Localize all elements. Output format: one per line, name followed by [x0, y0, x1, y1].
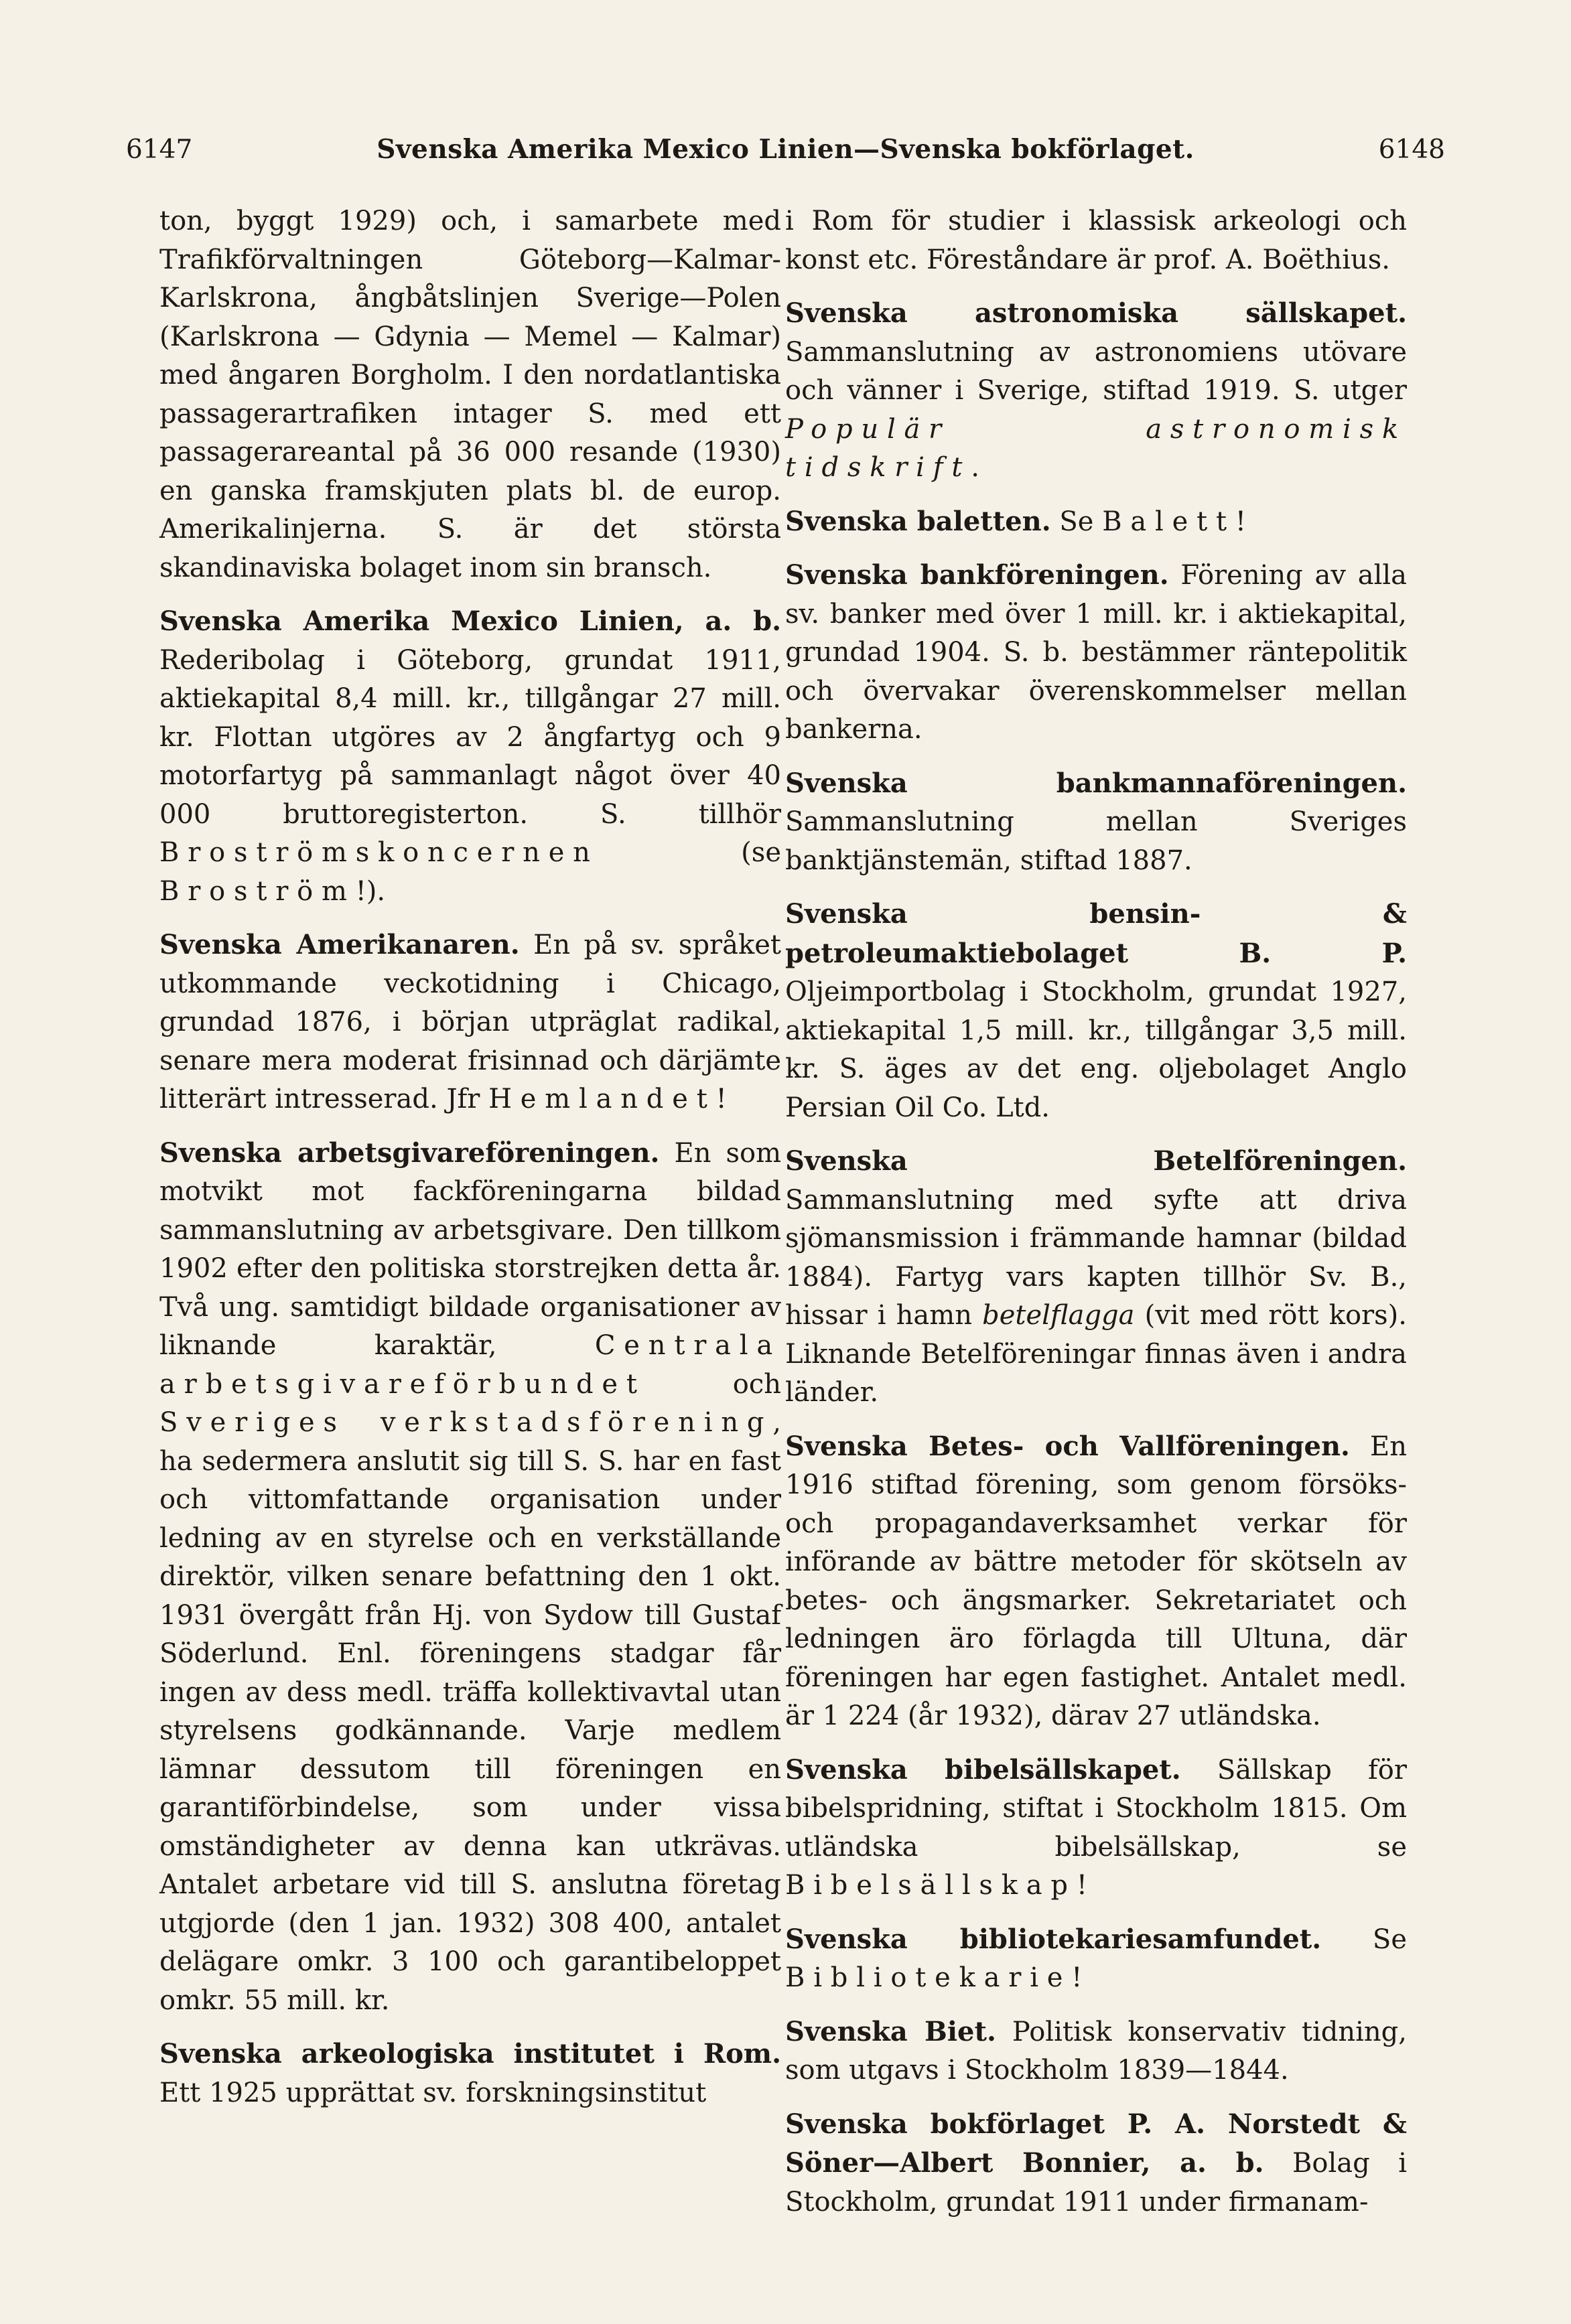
entry-astronomiska-sallskapet	[785, 294, 1407, 488]
entry-text: En 1916 stiftad förening, som genom försöks- och propagandaverksamhet verkar för införande av bättre metoder för skötseln av betes- och ängsmarker. Sekretariatet och ledningen äro förlagda till Ultuna, där föreningen har egen fastighet. Antalet medl. är 1 224 (år 1932), därav 27 utländska.	[785, 1431, 1407, 1731]
entry-headword: Svenska Amerikanaren.	[159, 929, 520, 960]
entry-bankmannaforeningen	[785, 764, 1407, 881]
entry-betelforeningen	[785, 1142, 1407, 1412]
emphasized-term: Sveriges verkstadsförening	[159, 1407, 773, 1438]
entry-text: Sammanslutning mellan Sveriges banktjänstemän, stiftad 1887.	[785, 806, 1407, 876]
entry-headword: Svenska arbetsgivareföreningen.	[159, 1137, 660, 1169]
right-page-number: 6148	[1378, 135, 1445, 165]
entry-headword: Svenska bokförlaget P. A. Norstedt & Söner—Albert Bonnier, a. b.	[785, 2108, 1407, 2179]
entry-text: Se	[1050, 506, 1103, 537]
entry-headword: Svenska bibelsällskapet.	[785, 1753, 1181, 1786]
entry-headword: Svenska Biet.	[785, 2015, 996, 2047]
entry-headword: Svenska bankmannaföreningen.	[785, 767, 1407, 799]
entry-headword: Svenska arkeologiska institutet i Rom.	[159, 2038, 781, 2069]
entry-headword: Svenska Betes- och Vallföreningen.	[785, 1430, 1350, 1462]
entry-text: , ha sedermera anslutit sig till S. S. har en fast och vittomfattande organisation under ledning av en styrelse och en verkställande direktör, vilken senare befattning den 1 okt. 1931 övergått från Hj. von Sydow till Gustaf Söderlund. Enl. föreningens stadgar får ingen av dess medl. träffa kollektivavtal utan styrelsens godkännande. Varje medlem lämnar dessutom till föreningen en garantiförbindelse, som under vissa omständigheter av denna kan utkrävas. Antalet arbetare vid till S. anslutna företag utgjorde (den 1 jan. 1932) 308 400, antalet delägare omkr. 3 100 och garantibeloppet omkr. 55 mill. kr.	[159, 1407, 781, 2016]
cross-reference: Broströmskoncernen	[159, 837, 599, 868]
entry-text: !	[1235, 506, 1246, 537]
entry-text: Bolag i Stockholm, grundat 1911 under firmanam-	[785, 2148, 1407, 2218]
entry-betes-vallforeningen	[785, 1427, 1407, 1736]
entry-text: i Rom för studier i klassisk arkeologi och konst etc. Föreståndare är prof. A. Boëthius.	[785, 206, 1407, 275]
entry-headword: Svenska baletten.	[785, 505, 1051, 537]
entry-text: !	[1071, 1962, 1083, 1993]
entry-text: Sällskap för bibelspridning, stiftat i Stockholm 1815. Om utländska bibelsällskap, se	[785, 1754, 1407, 1863]
entry-headword: Svenska Amerika Mexico Linien, a. b.	[159, 605, 781, 637]
entry-text: Förening av alla sv. banker med över 1 mill. kr. i aktiekapital, grundad 1904. S. b. bestämmer räntepolitik och övervakar överenskommelser mellan bankerna.	[785, 560, 1407, 745]
entry-headword: Svenska astronomiska sällskapet.	[785, 297, 1407, 329]
entry-headword: Svenska bibliotekariesamfundet.	[785, 1923, 1322, 1955]
entry-amerika-mexico-linien	[159, 602, 781, 911]
right-column	[785, 202, 1407, 2236]
entry-bibelsallskapet	[785, 1751, 1407, 1905]
entry-arkeologiska-institutet	[159, 2035, 781, 2112]
cross-reference: Bibliotekarie	[785, 1962, 1072, 1993]
emphasized-term: Centrala arbetsgivareförbundet	[159, 1330, 781, 1400]
entry-bankforeningen	[785, 556, 1407, 749]
cross-reference: Bibelsällskap	[785, 1870, 1077, 1901]
entry-text: En som motvikt mot fackföreningarna bildad sammanslutning av arbetsgivare. Den tillkom 1902 efter den politiska storstrejken detta år. Två ung. samtidigt bildade organisationer av liknande karaktär,	[159, 1137, 781, 1361]
left-page-number: 6147	[126, 135, 193, 165]
entry-bibliotekariesamfundet	[785, 1920, 1407, 1998]
entry-text: En på sv. språket utkommande veckotidning i Chicago, grundad 1876, i början utpräglat radikal, senare mera moderat frisinnad och därjämte litterärt intresserad. Jfr	[159, 930, 782, 1114]
entry-bokforlaget	[785, 2105, 1407, 2222]
cross-reference: Broström	[159, 875, 356, 907]
entry-biet	[785, 2013, 1407, 2090]
publication-title: Populär astronomisk tidskrift	[785, 413, 1407, 483]
entry-text: Rederibolag i Göteborg, grundat 1911, aktiekapital 8,4 mill. kr., tillgångar 27 mill. kr. Flottan utgöres av 2 ångfartyg och 9 motorfartyg på sammanlagt något över 40 000 bruttoregisterton. S. tillhör	[159, 644, 781, 830]
entry-continuation	[159, 202, 781, 587]
entry-headword: Svenska Betelföreningen.	[785, 1145, 1407, 1177]
cross-reference: Hemlandet	[488, 1084, 716, 1114]
entry-text: Sammanslutning med syfte att driva sjömansmission i främmande hamnar (bildad 1884). Fartyg vars kapten tillhör Sv. B., hissar i hamn	[785, 1184, 1407, 1331]
cross-reference: Balett	[1102, 506, 1235, 537]
entry-bensin-petroleum	[785, 895, 1407, 1127]
italic-term: betelflagga	[982, 1300, 1135, 1331]
entry-text: Sammanslutning av astronomiens utövare och vänner i Sverige, stiftad 1919. S. utger	[785, 336, 1407, 406]
entry-headword: Svenska bankföreningen.	[785, 559, 1169, 591]
entry-text: .	[971, 452, 979, 483]
entry-continuation	[785, 202, 1407, 279]
entry-text: !	[715, 1084, 727, 1114]
entry-text: och	[645, 1368, 781, 1400]
entry-text: (vit med rött kors). Liknande Betelföreningar finnas även i andra länder.	[785, 1300, 1407, 1408]
entry-headword: Svenska bensin- & petroleumaktiebolaget B. P.	[785, 898, 1407, 969]
running-header	[126, 134, 1445, 174]
entry-text: !).	[355, 875, 386, 907]
running-title: Svenska Amerika Mexico Linien—Svenska bokförlaget.	[377, 134, 1194, 165]
entry-text: ton, byggt 1929) och, i samarbete med Trafikförvaltningen Göteborg—Kalmar-Karlskrona, ångbåtslinjen Sverige—Polen (Karlskrona — Gdynia — Memel — Kalmar) med ångaren Borgholm. I den nordatlantiska passagerartrafiken intager S. med ett passagerareantal på 36 000 resande (1930) en ganska framskjuten plats bl. de europ. Amerikalinjerna. S. är det största skandinaviska bolaget inom sin bransch.	[159, 206, 781, 583]
entry-text: Se	[1321, 1923, 1407, 1955]
entry-text: Oljeimportbolag i Stockholm, grundat 1927, aktiekapital 1,5 mill. kr., tillgångar 3,5 mill. kr. S. äges av det eng. oljebolaget Anglo Persian Oil Co. Ltd.	[785, 976, 1407, 1123]
entry-text: Ett 1925 upprättat sv. forskningsinstitut	[159, 2077, 707, 2108]
entry-baletten	[785, 502, 1407, 542]
entry-text: (se	[598, 837, 781, 868]
entry-arbetsgivareforeningen	[159, 1134, 781, 2021]
entry-amerikanaren	[159, 926, 781, 1119]
left-column	[159, 202, 781, 2127]
entry-text: Politisk konservativ tidning, som utgavs i Stockholm 1839—1844.	[785, 2016, 1407, 2086]
entry-text: !	[1076, 1870, 1087, 1901]
